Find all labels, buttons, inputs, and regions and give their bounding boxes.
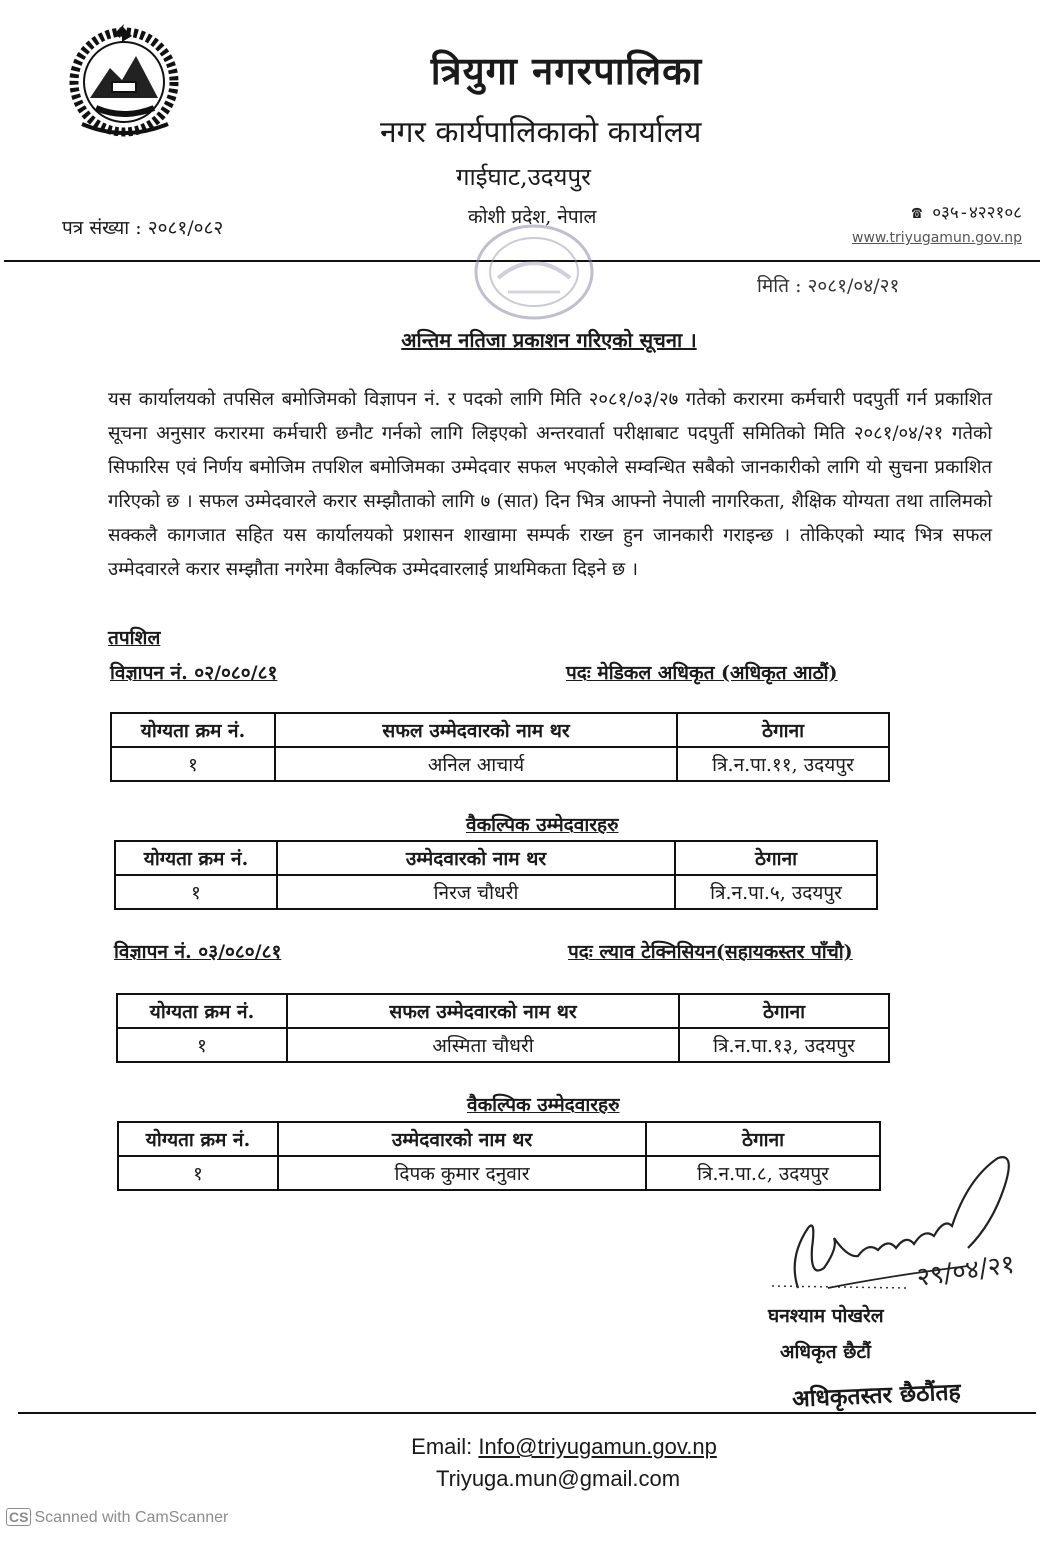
cell-name: अस्मिता चौधरी [287, 1028, 679, 1062]
camscanner-logo-icon: CS [6, 1508, 31, 1526]
cell-rank: १ [118, 1156, 278, 1190]
signatory-name: घनश्याम पोखरेल [768, 1305, 884, 1327]
footer-divider [18, 1412, 1036, 1414]
table-row [117, 1028, 889, 1062]
header-name: सफल उम्मेदवारको नाम थर [287, 994, 679, 1028]
handwritten-signature [768, 1138, 1048, 1318]
office-location: गाईघाट,उदयपुर [456, 163, 591, 191]
reference-number: पत्र संख्या : २०८१/०८२ [62, 217, 224, 239]
header-rank: योग्यता क्रम नं. [111, 713, 275, 747]
header-rank: योग्यता क्रम नं. [118, 1122, 278, 1156]
office-name: नगर कार्यपालिकाको कार्यालय [380, 115, 702, 150]
signatory-level-stamp: अधिकृतस्तर छैठौंतह [791, 1378, 962, 1413]
scanner-watermark [6, 1508, 228, 1527]
table-header-row [117, 994, 889, 1028]
table-header-row [115, 841, 877, 875]
office-stamp [468, 218, 600, 326]
province: कोशी प्रदेश, नेपाल [468, 206, 597, 228]
phone-number: ०३५-४२२१०८ [932, 203, 1022, 223]
cell-rank: १ [115, 875, 277, 909]
table-row [111, 747, 889, 781]
website-link[interactable]: www.triyugamun.gov.np [852, 230, 1022, 246]
cell-name: दिपक कुमार दनुवार [278, 1156, 646, 1190]
selected-candidates-table-2 [116, 993, 890, 1063]
signatory-designation: अधिकृत छैटौं [780, 1341, 871, 1363]
table-header-row [118, 1122, 880, 1156]
letter-date: मिति : २०८१/०४/२१ [757, 275, 900, 297]
table-row [115, 875, 877, 909]
alternate-candidates-table-1 [114, 840, 878, 910]
details-heading: तपशिल [108, 627, 161, 649]
cell-address: त्रि.न.पा.१३, उदयपुर [679, 1028, 889, 1062]
cell-address: त्रि.न.पा.५, उदयपुर [675, 875, 877, 909]
alternate-candidates-heading-2: वैकल्पिक उम्मेदवारहरु [467, 1094, 620, 1116]
cell-address: त्रि.न.पा.८, उदयपुर [646, 1156, 880, 1190]
footer-email-secondary [0, 1466, 1048, 1492]
post-name-2: पदः ल्याव टेक्निसियन(सहायकस्तर पाँचौ) [568, 941, 853, 963]
cell-address: त्रि.न.पा.११, उदयपुर [677, 747, 889, 781]
cell-name: अनिल आचार्य [275, 747, 677, 781]
footer-email-line [0, 1434, 1048, 1460]
advert-number-1: विज्ञापन नं. ०२/०८०/८१ [110, 662, 278, 684]
municipality-name: त्रियुगा नगरपालिका [430, 48, 703, 93]
table-header-row [111, 713, 889, 747]
post-name-1: पदः मेडिकल अधिकृत (अधिकृत आठौं) [566, 662, 838, 684]
header-address: ठेगाना [679, 994, 889, 1028]
alternate-candidates-heading-1: वैकल्पिक उम्मेदवारहरु [466, 814, 619, 836]
notice-body: यस कार्यालयको तपसिल बमोजिमको विज्ञापन नं. र पदको लागि मिति २०८१/०३/२७ गतेको करारमा कर्मचारी पदपुर्ती गर्न प्रकाशित सूचना अनुसार करारमा कर्मचारी छनौट गर्नको लागि लिइएको अन्तरवार्ता परीक्षाबाट पदपुर्ती समितिको मिति २०८१/०४/२१ गतेको सिफारिस एवं निर्णय बमोजिम तपशिल बमोजिमका उम्मेदवार सफल भएकोले सम्वन्धित सबैको जानकारीको लागि यो सुचना प्रकाशित गरिएको छ । सफल उम्मेदवारले करार सम्झौताको लागि ७ (सात) दिन भित्र आफ्नो नेपाली नागरिकता, शैक्षिक योग्यता तथा तालिमको सक्कलै कागजात सहित यस कार्यालयको प्रशासन शाखामा सम्पर्क राख्न हुन जानकारी गराइन्छ । तोकिएको म्याद भित्र सफल उम्मेदवारले करार सम्झौता नगरेमा वैकल्पिक उम्मेदवारलाई प्राथमिकता दिइने छ । [108, 389, 992, 580]
header-name: उम्मेदवारको नाम थर [278, 1122, 646, 1156]
email-link-secondary[interactable]: Triyuga.mun@gmail.com [435, 1466, 681, 1491]
header-address: ठेगाना [675, 841, 877, 875]
scanner-text: Scanned with CamScanner [34, 1509, 229, 1526]
selected-candidates-table-1 [110, 712, 890, 782]
notice-subject: अन्तिम नतिजा प्रकाशन गरिएको सूचना । [401, 328, 697, 352]
header-address: ठेगाना [646, 1122, 880, 1156]
cell-name: निरज चौधरी [277, 875, 675, 909]
handwritten-date: २९/०४/२१ [914, 1249, 1017, 1293]
phone-icon: ☎ [911, 203, 922, 223]
cell-rank: १ [117, 1028, 287, 1062]
cell-rank: १ [111, 747, 275, 781]
phone-line [912, 200, 1022, 223]
header-rank: योग्यता क्रम नं. [117, 994, 287, 1028]
alternate-candidates-table-2 [117, 1121, 881, 1191]
header-name: उम्मेदवारको नाम थर [277, 841, 675, 875]
email-link-primary[interactable]: Info@triyugamun.gov.np [478, 1434, 717, 1459]
header-rank: योग्यता क्रम नं. [115, 841, 277, 875]
table-row [118, 1156, 880, 1190]
email-label: Email: [411, 1434, 473, 1459]
header-address: ठेगाना [677, 713, 889, 747]
header-name: सफल उम्मेदवारको नाम थर [275, 713, 677, 747]
advert-number-2: विज्ञापन नं. ०३/०८०/८१ [114, 941, 282, 963]
